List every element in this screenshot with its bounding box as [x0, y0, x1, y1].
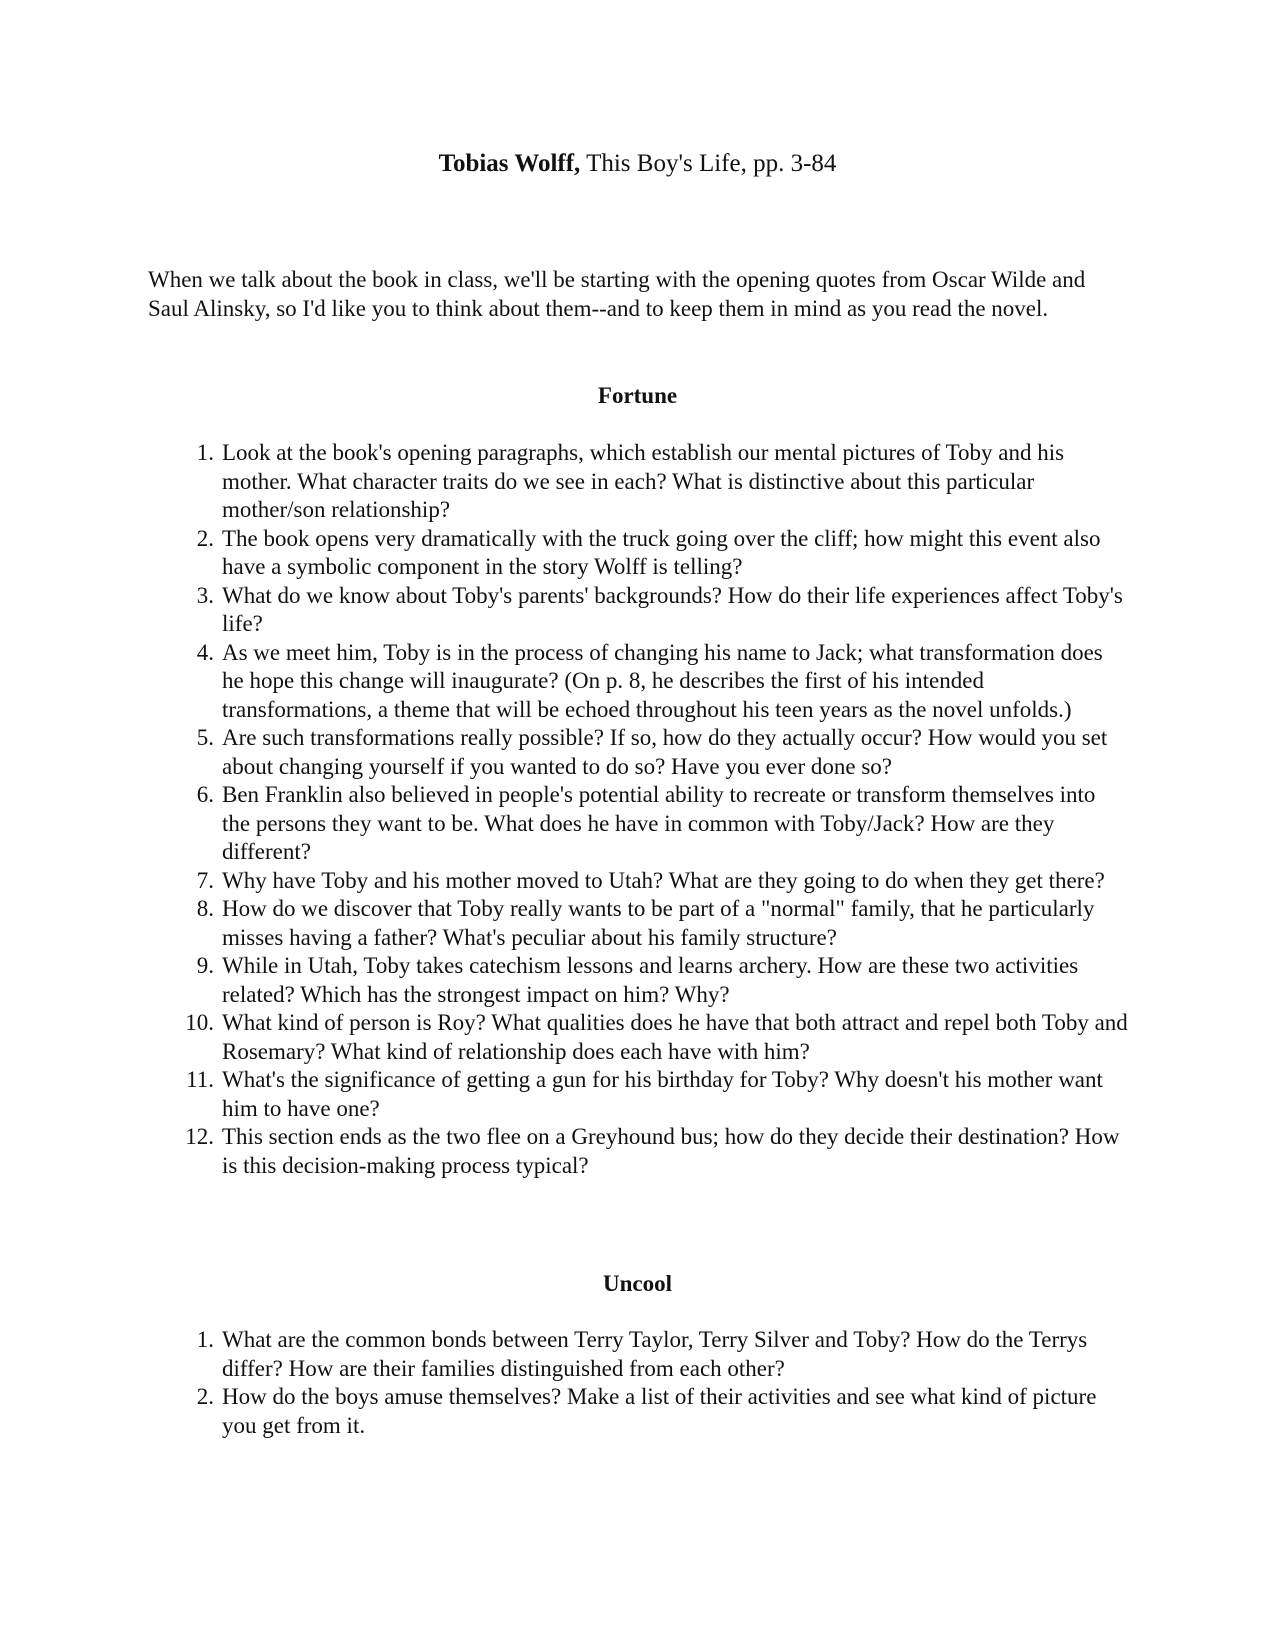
list-item-text: Are such transformations really possible? If so, how do they actually occur? How would you set about changing yourself if you wanted to do so? Have you ever done so? — [222, 725, 1108, 779]
list-item-number: 6. — [196, 782, 214, 807]
list-item-text: What kind of person is Roy? What qualities does he have that both attract and repel both Toby and Rosemary? What kind of relationship does each have with him? — [222, 1010, 1128, 1064]
list-item — [148, 781, 1128, 867]
list-item-number: 9. — [196, 953, 214, 978]
list-item-number: 11. — [186, 1067, 214, 1092]
list-item — [148, 895, 1128, 952]
list-item — [148, 525, 1128, 582]
list-item-text: Ben Franklin also believed in people's potential ability to recreate or transform themselves into the persons they want to be. What does he have in common with Toby/Jack? How are they different? — [222, 782, 1096, 864]
list-item-number: 1. — [196, 1327, 214, 1352]
list-item-number: 3. — [196, 582, 214, 608]
list-item-text: Look at the book's opening paragraphs, which establish our mental pictures of Toby and his mother. What character traits do we see in each? What is distinctive about this particular mother/son relationship? — [222, 440, 1065, 522]
section-heading-fortune: Fortune — [597, 383, 678, 408]
list-item — [148, 867, 1128, 896]
title-book: This Boy's Life, pp. 3-84 — [580, 150, 837, 177]
document-title — [0, 148, 1275, 180]
list-item-text: How do the boys amuse themselves? Make a list of their activities and see what kind of picture you get from it. — [222, 1384, 1097, 1438]
list-item-number: 4. — [196, 639, 214, 665]
list-item — [148, 1383, 1128, 1440]
list-item — [148, 724, 1128, 781]
section-heading-uncool: Uncool — [603, 1271, 672, 1296]
list-item — [148, 639, 1128, 725]
list-item-number: 2. — [196, 525, 214, 551]
list-item-number: 2. — [196, 1384, 214, 1409]
list-item-text: What are the common bonds between Terry Taylor, Terry Silver and Toby? How do the Terrys differ? How are their families distinguished from each other? — [222, 1327, 1088, 1381]
list-item-text: How do we discover that Toby really wants to be part of a "normal" family, that he particularly misses having a father? What's peculiar about his family structure? — [222, 896, 1095, 950]
list-item — [148, 439, 1128, 525]
list-item — [148, 1066, 1128, 1123]
list-item — [148, 1009, 1128, 1066]
list-item — [148, 952, 1128, 1009]
list-item-number: 12. — [185, 1124, 214, 1149]
list-item-number: 7. — [196, 867, 214, 893]
list-item-text: What's the significance of getting a gun for his birthday for Toby? Why doesn't his mother want him to have one? — [222, 1067, 1103, 1121]
list-item-text: What do we know about Toby's parents' backgrounds? How do their life experiences affect Toby's life? — [222, 582, 1123, 636]
list-item-number: 8. — [196, 896, 214, 921]
list-item-number: 10. — [185, 1010, 214, 1035]
list-item-text: As we meet him, Toby is in the process of changing his name to Jack; what transformation does he hope this change will inaugurate? (On p. 8, he describes the first of his intended transformations, a theme that will be echoed throughout his teen years as the novel unfolds.) — [222, 639, 1103, 722]
list-item — [148, 1123, 1128, 1180]
list-item-number: 1. — [196, 440, 214, 465]
list-item — [148, 1326, 1128, 1383]
list-item — [148, 582, 1128, 639]
question-list-fortune — [148, 439, 1128, 1180]
list-item-text: This section ends as the two flee on a Greyhound bus; how do they decide their destination? How is this decision-making process typical? — [222, 1124, 1120, 1178]
intro-paragraph: When we talk about the book in class, we'll be starting with the opening quotes from Oscar Wilde and Saul Alinsky, so I'd like you to think about them--and to keep them in mind as you read the novel. — [148, 267, 1086, 321]
question-list-uncool — [148, 1326, 1128, 1440]
list-item-text: Why have Toby and his mother moved to Utah? What are they going to do when they get there? — [222, 867, 1105, 893]
title-author: Tobias Wolff, — [438, 150, 581, 177]
list-item-text: While in Utah, Toby takes catechism lessons and learns archery. How are these two activities related? Which has the strongest impact on him? Why? — [222, 953, 1079, 1007]
list-item-text: The book opens very dramatically with the truck going over the cliff; how might this event also have a symbolic component in the story Wolff is telling? — [222, 525, 1101, 579]
list-item-number: 5. — [196, 725, 214, 750]
